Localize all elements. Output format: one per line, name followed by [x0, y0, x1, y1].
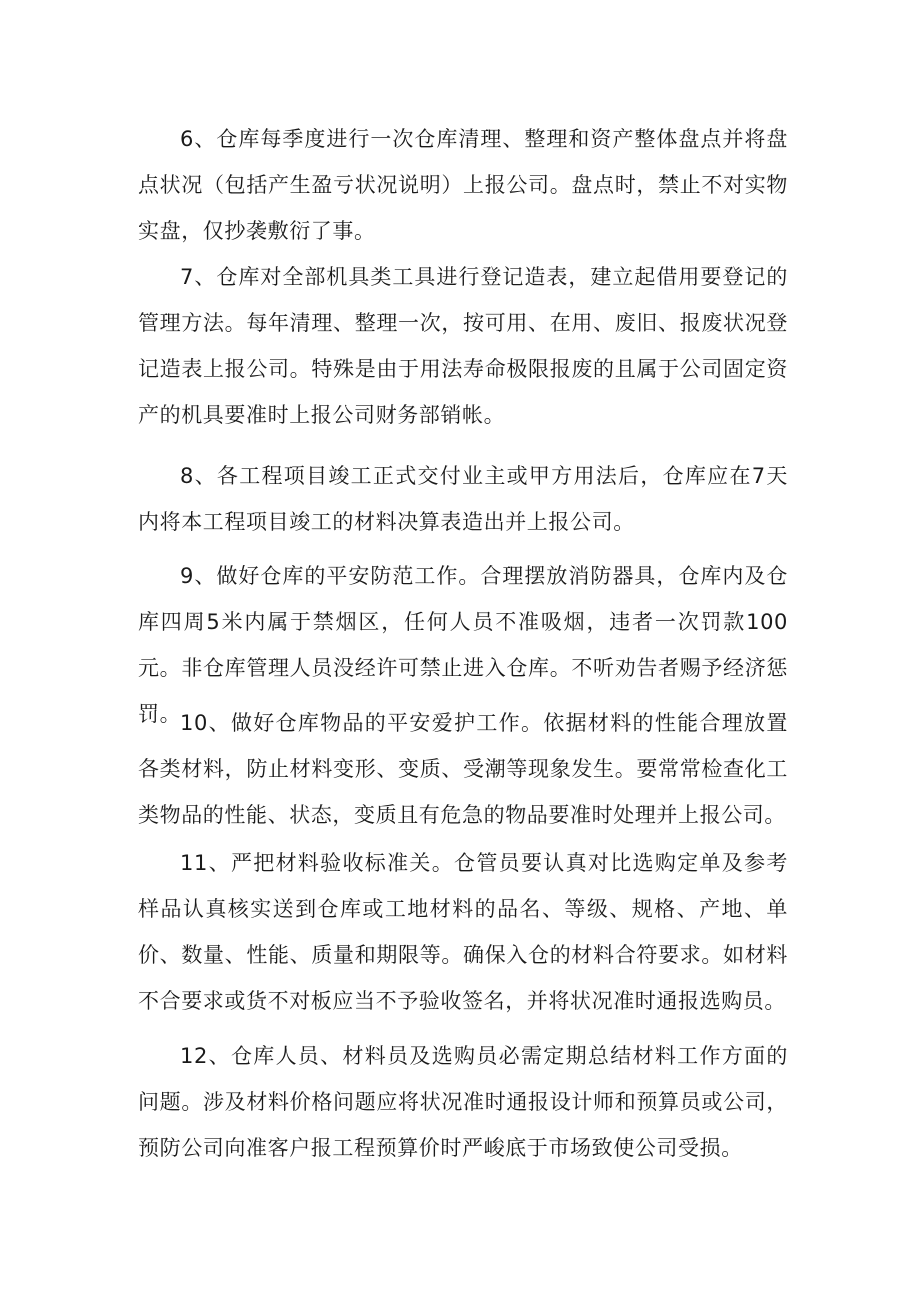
paragraph-item-10: 10、做好仓库物品的平安爱护工作。依据材料的性能合理放置各类材料，防止材料变形、变质、受潮等现象发生。要常常检查化工类物品的性能、状态，变质且有危急的物品要准时处理并上报公司。 [138, 711, 788, 827]
paragraph-item-6: 6、仓库每季度进行一次仓库清理、整理和资产整体盘点并将盘点状况（包括产生盈亏状况说明）上报公司。盘点时，禁止不对实物实盘，仅抄袭敷衍了事。 [138, 127, 788, 243]
paragraph-item-12: 12、仓库人员、材料员及选购员必需定期总结材料工作方面的问题。涉及材料价格问题应将状况准时通报设计师和预算员或公司，预防公司向准客户报工程预算价时严峻底于市场致使公司受损。 [138, 1044, 788, 1160]
paragraph-item-11: 11、严把材料验收标准关。仓管员要认真对比选购定单及参考样品认真核实送到仓库或工地材料的品名、等级、规格、产地、单价、数量、性能、质量和期限等。确保入仓的材料合符要求。如材料不合要求或货不对板应当不予验收签名，并将状况准时通报选购员。 [138, 851, 788, 1013]
paragraph-item-8: 8、各工程项目竣工正式交付业主或甲方用法后，仓库应在7天内将本工程项目竣工的材料决算表造出并上报公司。 [138, 464, 788, 534]
paragraph-item-9: 9、做好仓库的平安防范工作。合理摆放消防器具，仓库内及仓库四周5米内属于禁烟区，任何人员不准吸烟，违者一次罚款100元。非仓库管理人员没经许可禁止进入仓库。不听劝告者赐予经济惩罚。 [138, 564, 788, 726]
paragraph-item-7: 7、仓库对全部机具类工具进行登记造表，建立起借用要登记的管理方法。每年清理、整理一次，按可用、在用、废旧、报废状况登记造表上报公司。特殊是由于用法寿命极限报废的且属于公司固定资产的机具要准时上报公司财务部销帐。 [138, 265, 788, 427]
